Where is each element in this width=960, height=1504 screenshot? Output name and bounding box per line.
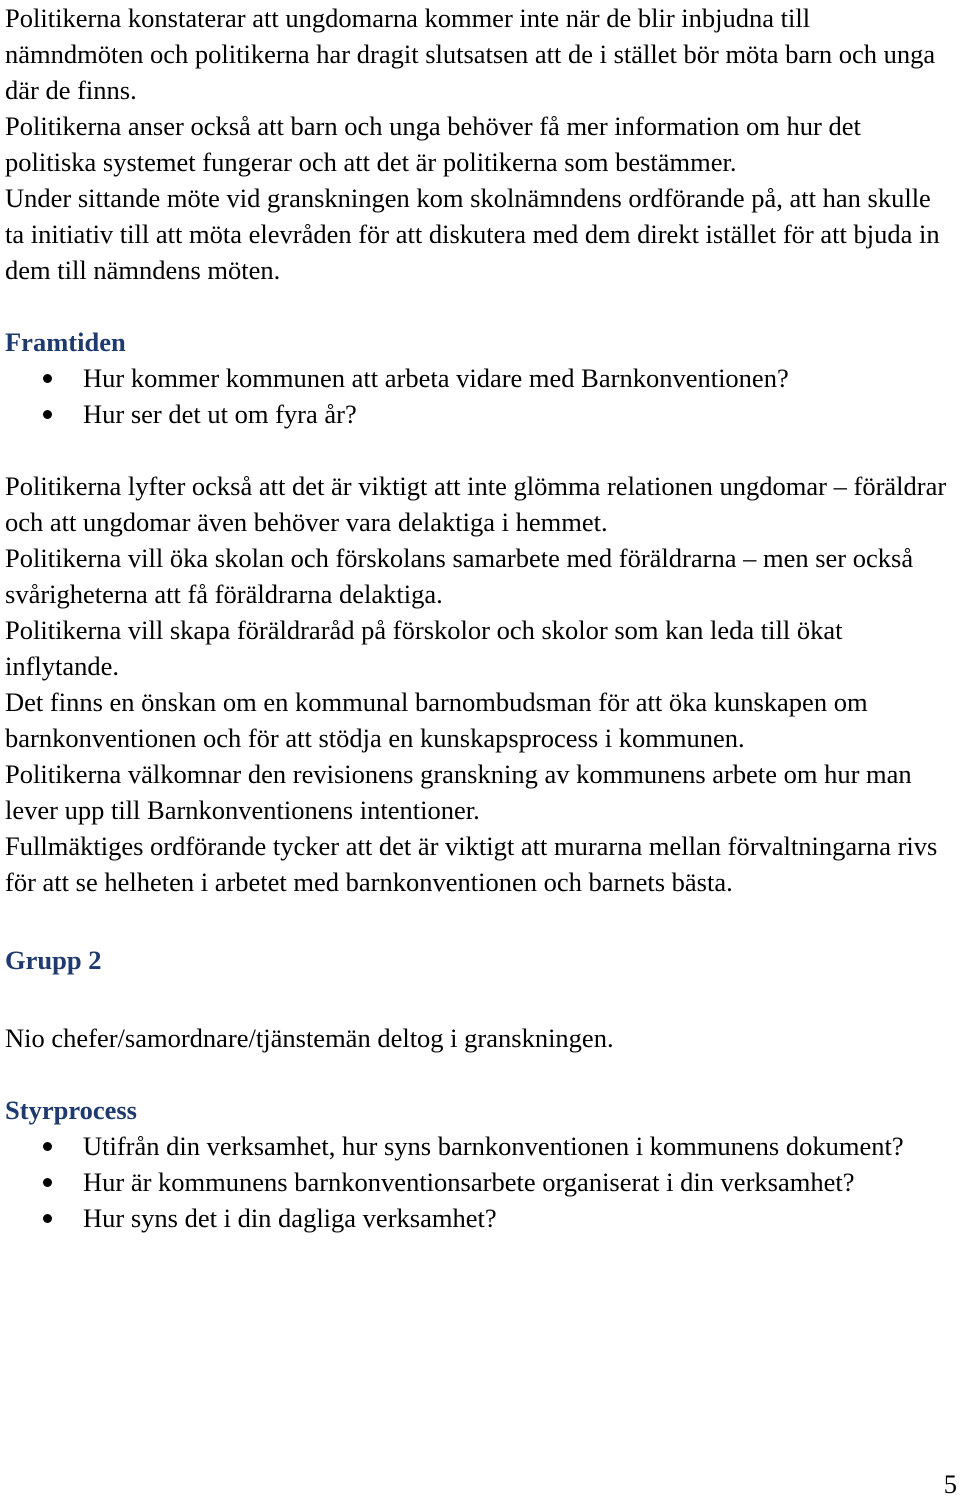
paragraph-student-councils: Under sittande möte vid granskningen kom skolnämndens ordförande på, att han skulle ta initiativ till att möta elevråden för att diskutera med dem direkt istället för att bjuda in dem till nämndens möten. [5, 183, 940, 285]
styrprocess-question-list [5, 1128, 955, 1236]
paragraph-council-chair: Fullmäktiges ordförande tycker att det är viktigt att murarna mellan förvaltningarna rivs för att se helheten i arbetet med barnkonventionen och barnets bästa. [5, 831, 938, 897]
bullet-icon [43, 374, 52, 383]
list-item: Hur kommer kommunen att arbeta vidare med Barnkonventionen? [5, 360, 955, 396]
bullet-icon [43, 410, 52, 419]
bullet-icon [43, 1142, 52, 1151]
group-heading: Grupp 2 [5, 945, 102, 975]
paragraph-parent-councils: Politikerna vill skapa föräldraråd på förskolor och skolor som kan leda till ökat inflytande. [5, 615, 843, 681]
section-heading-framtiden: Framtiden [5, 327, 126, 357]
list-item: Hur syns det i din dagliga verksamhet? [5, 1200, 955, 1236]
document-page [5, 0, 955, 1236]
section-heading-styrprocess: Styrprocess [5, 1095, 137, 1125]
list-item: Utifrån din verksamhet, hur syns barnkonventionen i kommunens dokument? [5, 1128, 955, 1164]
bullet-icon [43, 1214, 52, 1223]
page-number: 5 [943, 1469, 957, 1499]
list-item: Hur är kommunens barnkonventionsarbete organiserat i din verksamhet? [5, 1164, 955, 1200]
paragraph-invited-meetings: Politikerna konstaterar att ungdomarna kommer inte när de blir inbjudna till nämndmöten och politikerna har dragit slutsatsen att de i stället bör möta barn och unga där de finns. [5, 3, 936, 105]
paragraph-political-system: Politikerna anser också att barn och unga behöver få mer information om hur det politiska systemet fungerar och att det är politikerna som bestämmer. [5, 111, 861, 177]
paragraph-child-ombudsman: Det finns en önskan om en kommunal barnombudsman för att öka kunskapen om barnkonventionen och för att stödja en kunskapsprocess i kommunen. [5, 687, 868, 753]
paragraph-parent-cooperation: Politikerna vill öka skolan och förskolans samarbete med föräldrarna – men ser också svårigheterna att få föräldrarna delaktiga. [5, 543, 914, 609]
framtiden-question-list [5, 360, 955, 432]
list-item: Hur ser det ut om fyra år? [5, 396, 955, 432]
bullet-icon [43, 1178, 52, 1187]
paragraph-audit-welcome: Politikerna välkomnar den revisionens granskning av kommunens arbete om hur man lever upp till Barnkonventionens intentioner. [5, 759, 912, 825]
paragraph-group-intro: Nio chefer/samordnare/tjänstemän deltog i granskningen. [5, 1023, 614, 1053]
paragraph-relations: Politikerna lyfter också att det är viktigt att inte glömma relationen ungdomar – föräldrar och att ungdomar även behöver vara delaktiga i hemmet. [5, 471, 947, 537]
